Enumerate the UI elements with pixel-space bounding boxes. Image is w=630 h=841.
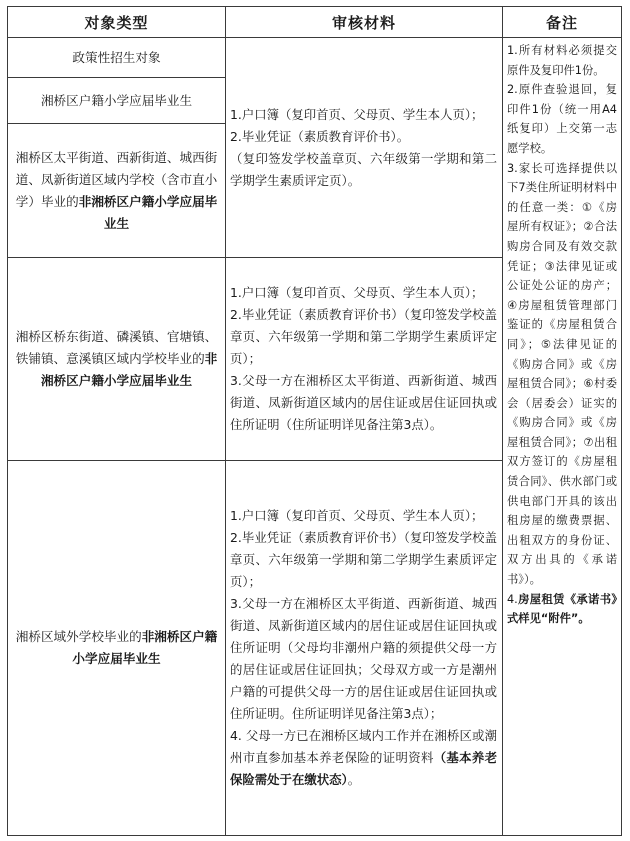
notes-cell	[503, 38, 622, 836]
material-item: （复印签发学校盖章页、六年级第一学期和第二学期学生素质评定页）。	[230, 150, 497, 188]
type-text-bold: 非湘桥区户籍小学应届毕业生	[72, 629, 218, 666]
type-taiping-area-non-hukou	[8, 124, 226, 258]
materials-group-3	[226, 461, 503, 836]
type-text: 湘桥区域外学校毕业的	[15, 629, 142, 644]
table-row	[8, 38, 622, 78]
material-item: 2.毕业凭证（素质教育评价书）（复印签发学校盖章页、六年级第一学期和第二学期学生素质评定页）；	[230, 530, 497, 589]
note-item: 4.房屋租赁《承诺书》式样见“附件”。	[507, 592, 617, 626]
material-item: 4. 父母一方已在湘桥区域内工作并在湘桥区或潮州市直参加基本养老保险的证明资料（基本养老保险需处于在缴状态）。	[230, 728, 497, 787]
header-object-type: 对象类型	[8, 7, 226, 38]
material-bold-note: （基本养老保险需处于在缴状态）	[230, 750, 497, 787]
material-item: 3.父母一方在湘桥区太平街道、西新街道、城西街道、凤新街道区域内的居住证或居住证回执或住所证明（父母均非潮州户籍的须提供父母一方的居住证或居住证回执；父母双方或一方是潮州户籍的可提供父母一方的居住证或居住证回执或住所证明。住所证明详见备注第3点）；	[230, 596, 497, 721]
type-qiaodong-area-non-hukou	[8, 258, 226, 461]
note-item: 2.原件查验退回，复印件1份（统一用A4纸复印）上交第一志愿学校。	[507, 83, 617, 155]
note-item: 1.所有材料必须提交原件及复印件1份。	[507, 44, 617, 77]
type-text: 湘桥区太平街道、西新街道、城西街道、凤新街道区域内学校（含市直小学）毕业的	[15, 149, 218, 209]
header-notes: 备注	[503, 7, 622, 38]
material-item: 1.户口簿（复印首页、父母页、学生本人页）；	[230, 508, 484, 523]
table-header-row	[8, 7, 622, 38]
review-materials-table	[7, 6, 622, 836]
type-text-bold: 非湘桥区户籍小学应届毕业生	[78, 193, 218, 231]
document-sheet	[7, 6, 621, 836]
materials-group-2	[226, 258, 503, 461]
type-text: 湘桥区桥东街道、磷溪镇、官塘镇、铁铺镇、意溪镇区域内学校毕业的	[15, 329, 218, 366]
material-item: 3.父母一方在湘桥区太平街道、西新街道、城西街道、凤新街道区域内的居住证或居住证回执或住所证明（住所证明详见备注第3点）。	[230, 373, 497, 432]
material-item: 2.毕业凭证（素质教育评价书）。	[230, 128, 410, 144]
type-outside-area-non-hukou	[8, 461, 226, 836]
materials-group-1	[226, 38, 503, 258]
material-item: 1.户口簿（复印首页、父母页、学生本人页）；	[230, 285, 484, 300]
material-item: 1.户口簿（复印首页、父母页、学生本人页）；	[230, 106, 484, 122]
type-text: 政策性招生对象	[72, 49, 161, 65]
type-text-bold: 非湘桥区户籍小学应届毕业生	[40, 351, 218, 388]
note-item: 3.家长可选择提供以下7类住所证明材料中的任意一类：①《房屋所有权证》；②合法购房合同及有效交款凭证；③法律见证或公证处公证的房产；④房屋租赁管理部门鉴证的《房屋租赁合同》；⑤法律见证的《购房合同》或《房屋租赁合同》；⑥村委会（居委会）证实的《购房合同》或《房屋租赁合同》；⑦出租双方签订的《房屋租赁合同》、供水部门或供电部门开具的该出租房屋的缴费票据、出租双方的身份证、双方出具的《承诺书》）。	[507, 161, 617, 587]
material-item: 2.毕业凭证（素质教育评价书）（复印签发学校盖章页、六年级第一学期和第二学期学生素质评定页）；	[230, 307, 497, 366]
header-review-materials: 审核材料	[226, 7, 503, 38]
type-text: 湘桥区户籍小学应届毕业生	[40, 92, 193, 108]
type-policy-students	[8, 38, 226, 78]
type-xiangqiao-hukou-graduates	[8, 78, 226, 124]
